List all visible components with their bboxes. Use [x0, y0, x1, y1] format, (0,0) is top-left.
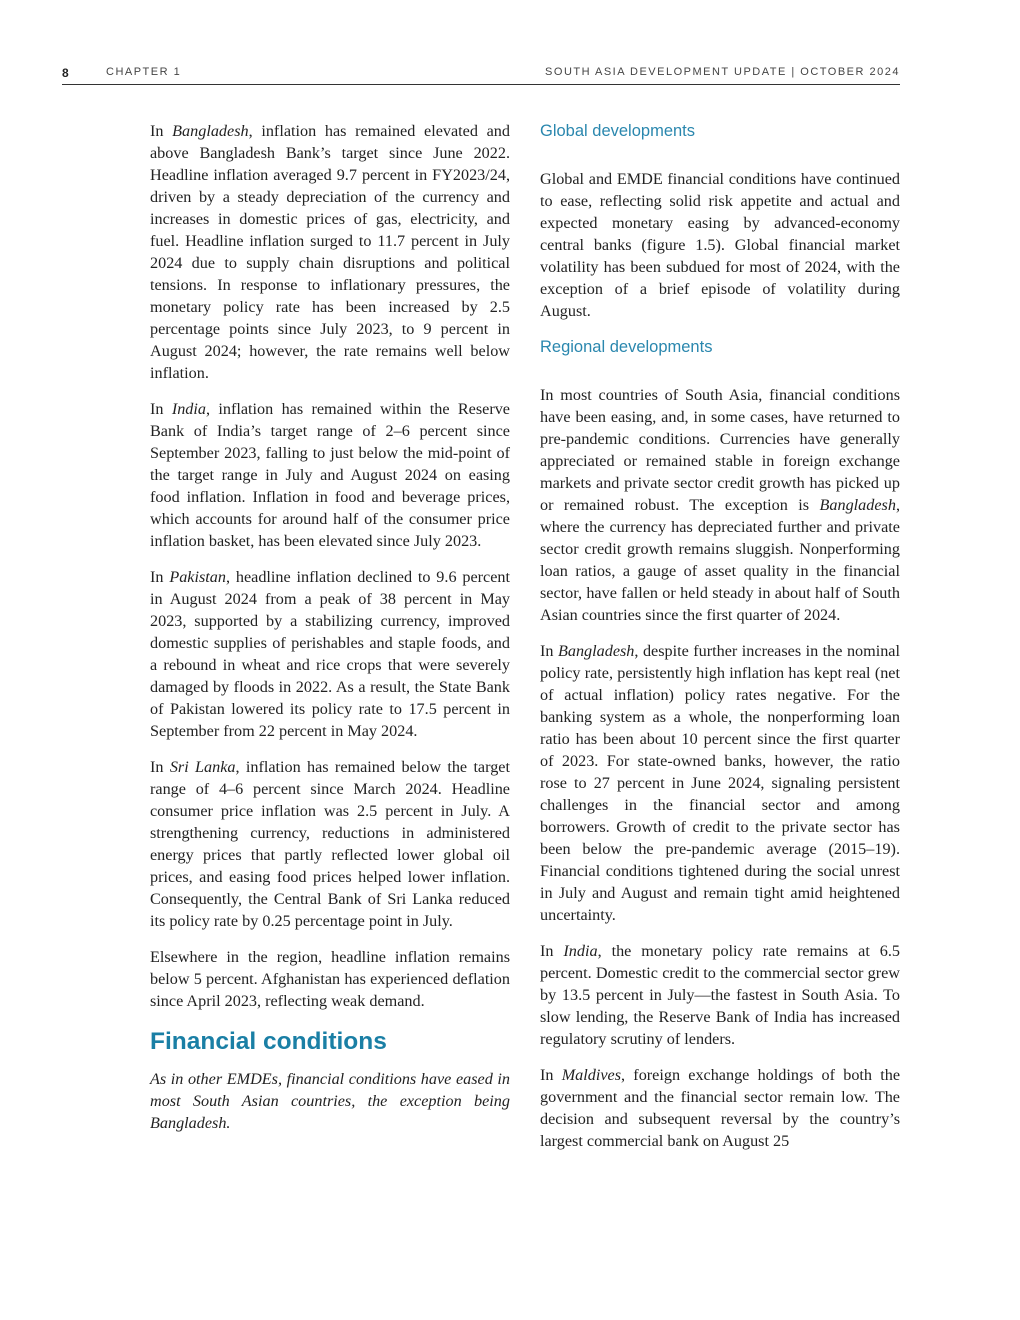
paragraph-regional: In most countries of South Asia, financial conditions have been easing, and, in some cases, have returned to pre-pandemic conditions. Currencies have generally appreciated or remained stable in foreign exchange markets and private sector credit growth has picked up or remained robust. The exception is Bangladesh, where the currency has depreciated further and private sector credit growth remains sluggish. Nonperforming loan ratios, a gauge of asset quality in the financial sector, have fallen or held steady in about half of South Asian countries since the first quarter of 2024.: [540, 386, 900, 624]
section-lead: As in other EMDEs, financial conditions have eased in most South Asian countries, the exception being Bangladesh.: [150, 1070, 510, 1132]
paragraph-bangladesh-inflation: In Bangladesh, inflation has remained elevated and above Bangladesh Bank’s target since June 2022. Headline inflation averaged 9.7 percent in FY2023/24, driven by a steady depreciation of the currency and increases in domestic prices of gas, electricity, and fuel. Headline inflation surged to 11.7 percent in July 2024 due to supply chain disruptions and political tensions. In response to inflationary pressures, the monetary policy rate has been increased by 2.5 percentage points since July 2023, to 9 percent in August 2024; however, the rate remains well below inflation.: [150, 122, 510, 382]
paragraph-elsewhere: Elsewhere in the region, headline inflation remains below 5 percent. Afghanistan has experienced deflation since April 2023, reflecting weak demand.: [150, 948, 510, 1010]
page-header: [62, 64, 900, 85]
paragraph-india-financial: In India, the monetary policy rate remains at 6.5 percent. Domestic credit to the commercial sector grew by 13.5 percent in July—the fastest in South Asia. To slow lending, the Reserve Bank of India has increased regulatory scrutiny of lenders.: [540, 942, 900, 1048]
chapter-label: CHAPTER 1: [106, 66, 182, 78]
paragraph-global: Global and EMDE financial conditions have continued to ease, reflecting solid risk appetite and actual and expected monetary easing by advanced-economy central banks (figure 1.5). Global financial market volatility has been subdued for most of 2024, with the exception of a brief episode of volatility during August.: [540, 170, 900, 320]
left-column: [150, 120, 510, 1148]
paragraph-india-inflation: In India, inflation has remained within the Reserve Bank of India’s target range of 2–6 percent since September 2023, falling to just below the mid-point of the target range in July and August 2024 on easing food inflation. Inflation in food and beverage prices, which accounts for around half of the consumer price inflation basket, has been elevated since July 2023.: [150, 400, 510, 550]
paragraph-srilanka-inflation: In Sri Lanka, inflation has remained below the target range of 4–6 percent since March 2024. Headline consumer price inflation was 2.5 percent in July. A strengthening currency, reductions in administered energy prices that partly reflected lower global oil prices, and easing food prices helped lower inflation. Consequently, the Central Bank of Sri Lanka reduced its policy rate by 0.25 percentage point in July.: [150, 758, 510, 930]
right-column: [540, 120, 900, 1166]
paragraph-pakistan-inflation: In Pakistan, headline inflation declined to 9.6 percent in August 2024 from a peak of 38 percent in May 2023, supported by a stabilizing currency, improved domestic supplies of perishables and staple foods, and a rebound in wheat and rice crops that were severely damaged by floods in 2022. As a result, the State Bank of Pakistan lowered its policy rate to 17.5 percent in September from 22 percent in May 2024.: [150, 568, 511, 740]
section-title-financial-conditions: Financial conditions: [150, 1028, 387, 1055]
paragraph-maldives-financial: In Maldives, foreign exchange holdings of both the government and the financial sector remain low. The decision and subsequent reversal by the country’s largest commercial bank on August 25: [540, 1066, 900, 1150]
heading-global-developments: Global developments: [540, 122, 696, 140]
running-title: SOUTH ASIA DEVELOPMENT UPDATE | OCTOBER 2024: [545, 66, 900, 78]
heading-regional-developments: Regional developments: [540, 338, 713, 356]
page-number: 8: [62, 66, 69, 80]
paragraph-bangladesh-financial: In Bangladesh, despite further increases in the nominal policy rate, persistently high inflation has kept real (net of actual inflation) policy rates negative. For the banking system as a whole, the nonperforming loan ratio has been about 10 percent since the first quarter of 2023. For state-owned banks, however, the ratio rose to 27 percent in June 2024, signaling persistent challenges in the financial sector and among borrowers. Growth of credit to the private sector has been below the pre-pandemic average (2015–19). Financial conditions tightened during the social unrest in July and August and remain tight amid heightened uncertainty.: [540, 642, 900, 924]
